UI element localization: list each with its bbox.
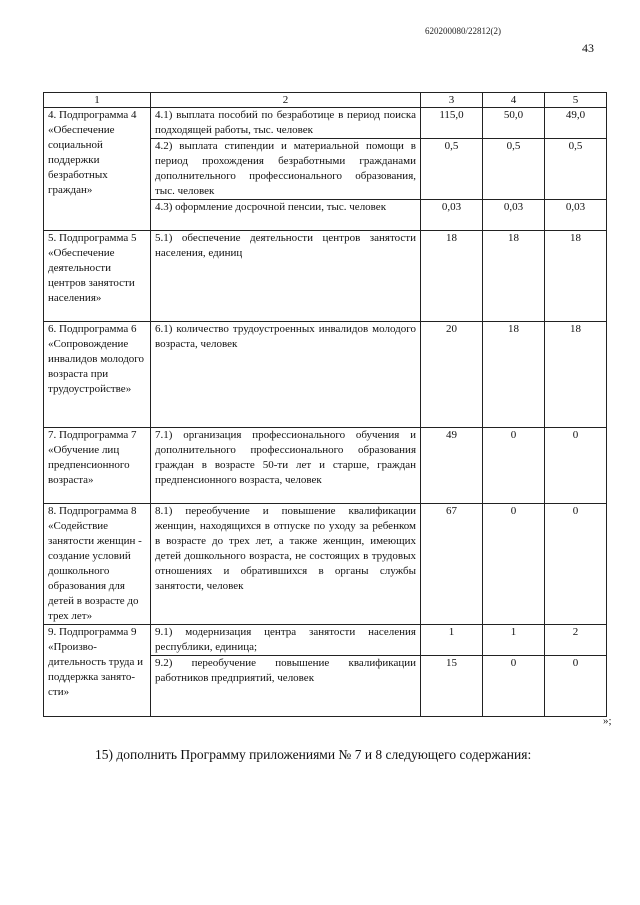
value-cell: 15	[421, 656, 483, 717]
program-name-cell: 9. Подпрограмма 9 «Производительность труда и поддержка занятости»	[44, 625, 151, 717]
value-cell: 50,0	[483, 108, 545, 139]
value-cell: 18	[421, 231, 483, 322]
header-cell: 2	[151, 93, 421, 108]
value-cell: 67	[421, 504, 483, 625]
header-cell: 3	[421, 93, 483, 108]
value-cell: 49,0	[545, 108, 607, 139]
value-cell: 1	[483, 625, 545, 656]
value-cell: 0,03	[545, 200, 607, 231]
table-row	[44, 231, 607, 322]
program-name-cell: 5. Подпрограмма 5 «Обеспечение деятельности центров занятости населения»	[44, 231, 151, 322]
table-row	[44, 504, 607, 625]
value-cell: 0	[483, 428, 545, 504]
value-cell: 0	[483, 504, 545, 625]
indicator-cell: 5.1) обеспечение деятельности центров занятости населения, единиц	[151, 231, 421, 322]
value-cell: 0,03	[421, 200, 483, 231]
table-row	[44, 108, 607, 139]
program-name-cell: 7. Подпрограмма 7 «Обучение лиц предпенсионного возраста»	[44, 428, 151, 504]
value-cell: 0,5	[483, 139, 545, 200]
value-cell: 2	[545, 625, 607, 656]
program-name-cell: 6. Подпрограмма 6 «Сопровождение инвалидов молодого возраста при трудоустройстве»	[44, 322, 151, 428]
indicator-cell: 8.1) переобучение и повышение квалификации женщин, находящихся в отпуске по уходу за ребенком в возрасте до трех лет, а также женщин, имеющих детей дошкольного возраста, не состоящих в трудовых отношениях и обратившихся в органы службы занятости, человек	[151, 504, 421, 625]
table-closing-mark: »;	[603, 715, 612, 727]
indicator-cell: 9.2) переобучение повышение квалификации работников предприятий, человек	[151, 656, 421, 717]
table-row	[44, 625, 607, 656]
indicators-table	[43, 92, 607, 717]
header-cell: 5	[545, 93, 607, 108]
value-cell: 1	[421, 625, 483, 656]
value-cell: 0	[545, 428, 607, 504]
value-cell: 49	[421, 428, 483, 504]
value-cell: 18	[545, 322, 607, 428]
program-name-cell: 8. Подпрограмма 8 «Содействие занятости женщин - создание условий дошкольного образования для детей в возрасте до трех лет»	[44, 504, 151, 625]
value-cell: 0,03	[483, 200, 545, 231]
page-number: 43	[582, 41, 594, 55]
indicator-cell: 4.3) оформление досрочной пенсии, тыс. человек	[151, 200, 421, 231]
value-cell: 18	[483, 322, 545, 428]
amendment-text: 15) дополнить Программу приложениями № 7 и 8 следующего содержания:	[95, 747, 532, 762]
value-cell: 20	[421, 322, 483, 428]
value-cell: 18	[483, 231, 545, 322]
document-id: 620200080/22812(2)	[425, 26, 501, 36]
indicator-cell: 4.1) выплата пособий по безработице в период поиска подходящей работы, тыс. человек	[151, 108, 421, 139]
value-cell: 0	[545, 656, 607, 717]
value-cell: 0	[483, 656, 545, 717]
indicator-cell: 9.1) модернизация центра занятости населения республики, единица;	[151, 625, 421, 656]
program-name-cell: 4. Подпрограмма 4 «Обеспечение социальной поддержки безработных граждан»	[44, 108, 151, 231]
table-row	[44, 322, 607, 428]
indicator-cell: 7.1) организация профессионального обучения и дополнительного профессионального образования граждан в возрасте 50-ти лет и старше, граждан предпенсионного возраста, человек	[151, 428, 421, 504]
value-cell: 0,5	[545, 139, 607, 200]
value-cell: 0,5	[421, 139, 483, 200]
header-cell: 4	[483, 93, 545, 108]
header-cell: 1	[44, 93, 151, 108]
value-cell: 0	[545, 504, 607, 625]
value-cell: 115,0	[421, 108, 483, 139]
table-header-row	[44, 93, 607, 108]
value-cell: 18	[545, 231, 607, 322]
table-row	[44, 428, 607, 504]
indicator-cell: 6.1) количество трудоустроенных инвалидов молодого возраста, человек	[151, 322, 421, 428]
indicator-cell: 4.2) выплата стипендии и материальной помощи в период прохождения безработными гражданами дополнительного профессионального образования, тыс. человек	[151, 139, 421, 200]
